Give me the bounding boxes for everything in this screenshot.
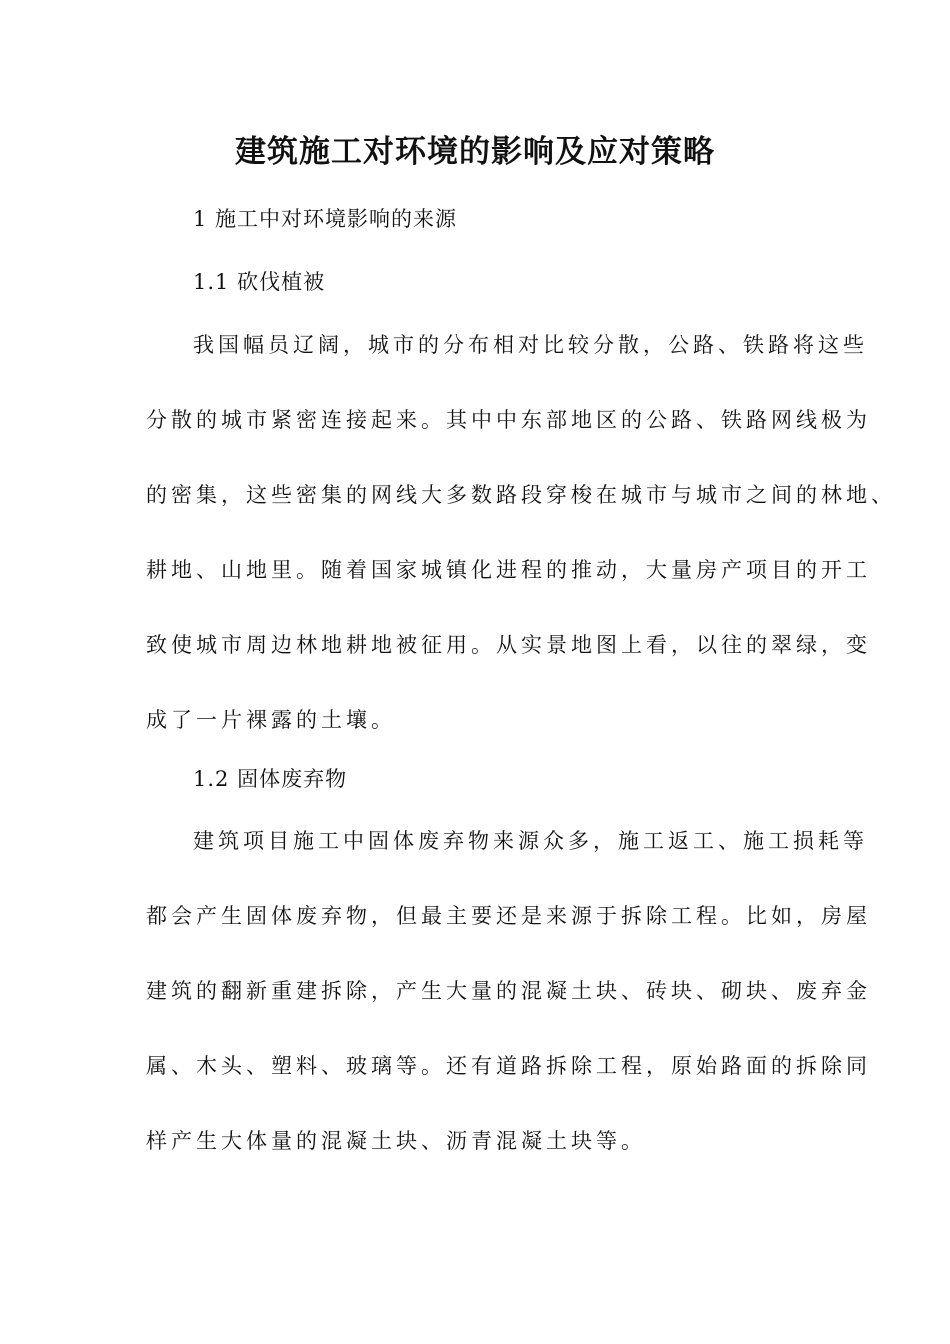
paragraph-line: 的密集，这些密集的网线大多数路段穿梭在城市与城市之间的林地、 [146, 483, 896, 507]
paragraph-line: 致使城市周边林地耕地被征用。从实景地图上看，以往的翠绿，变 [146, 633, 871, 657]
paragraph-line: 我国幅员辽阔，城市的分布相对比较分散，公路、铁路将这些 [193, 333, 868, 357]
paragraph-solid-waste [146, 804, 871, 1179]
paragraph-line: 建筑项目施工中固体废弃物来源众多，施工返工、施工损耗等 [193, 829, 868, 853]
section-heading-1: 1 施工中对环境影响的来源 [193, 207, 458, 231]
document-title: 建筑施工对环境的影响及应对策略 [235, 134, 715, 170]
paragraph-line: 分散的城市紧密连接起来。其中中东部地区的公路、铁路网线极为 [146, 408, 871, 432]
paragraph-line: 成了一片裸露的土壤。 [146, 708, 396, 732]
paragraph-line: 样产生大体量的混凝土块、沥青混凝土块等。 [146, 1129, 646, 1153]
paragraph-line: 耕地、山地里。随着国家城镇化进程的推动，大量房产项目的开工 [146, 558, 871, 582]
paragraph-line: 建筑的翻新重建拆除，产生大量的混凝土块、砖块、砌块、废弃金 [146, 979, 871, 1003]
subsection-heading-1-2: 1.2 固体废弃物 [193, 767, 348, 791]
paragraph-line: 属、木头、塑料、玻璃等。还有道路拆除工程，原始路面的拆除同 [146, 1054, 871, 1078]
subsection-heading-1-1: 1.1 砍伐植被 [193, 270, 326, 294]
paragraph-line: 都会产生固体废弃物，但最主要还是来源于拆除工程。比如，房屋 [146, 904, 871, 928]
paragraph-vegetation [146, 308, 896, 758]
